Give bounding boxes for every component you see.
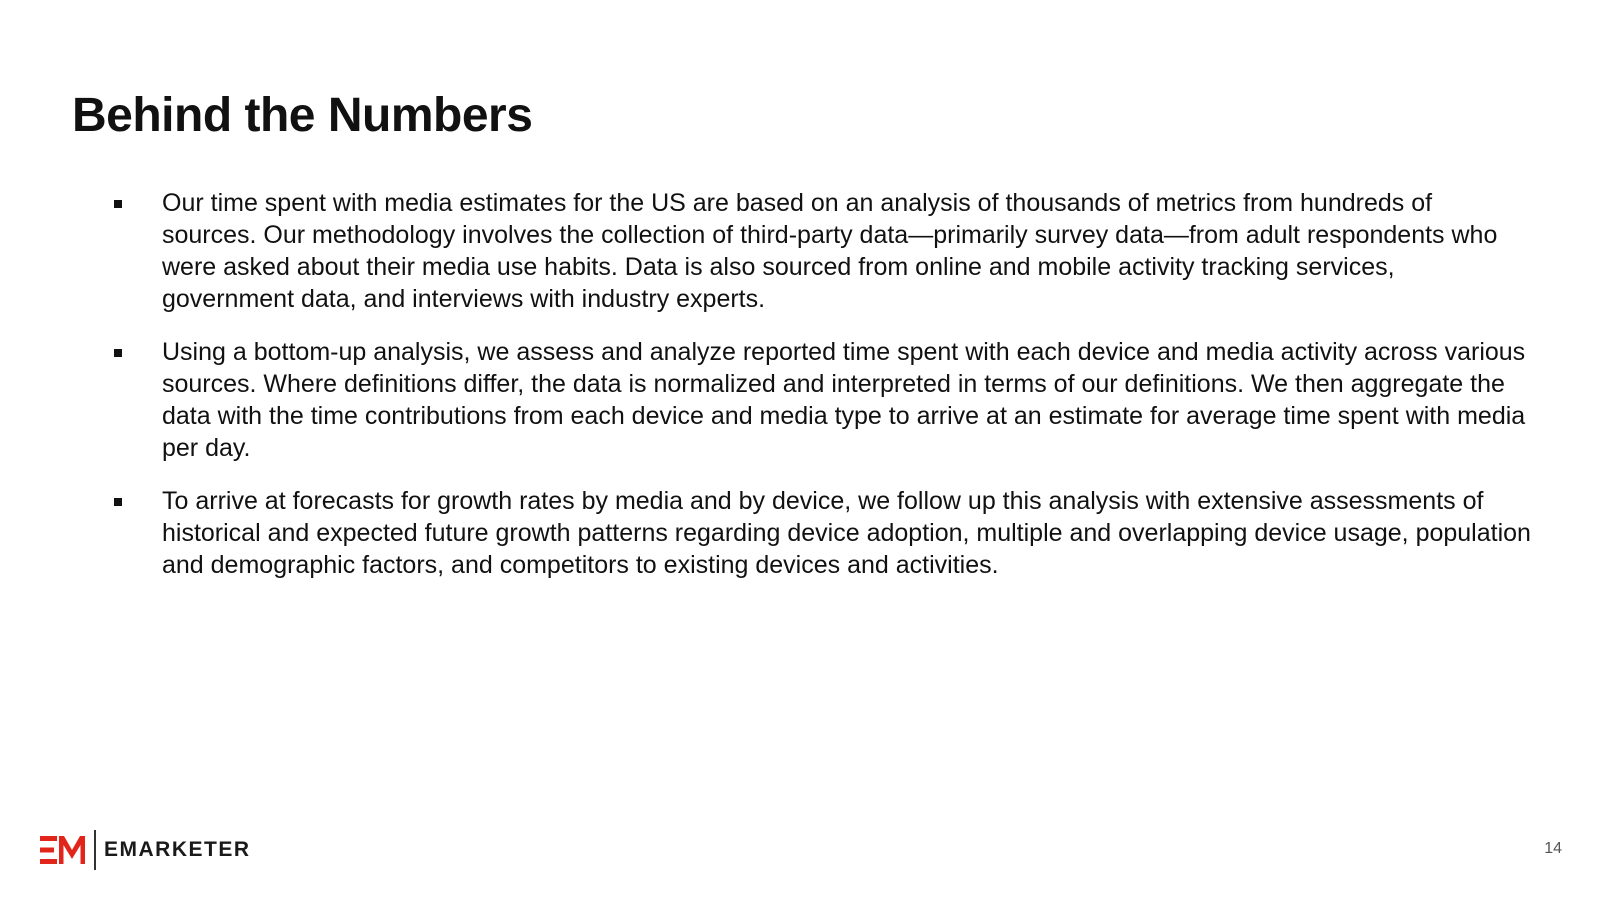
bullet-item [112,485,1532,581]
page-number: 14 [1544,840,1562,857]
square-bullet-icon [114,498,122,506]
bullet-item [112,187,1532,315]
bullet-text: To arrive at forecasts for growth rates by media and by device, we follow up this analysis with extensive assessments of historical and expected future growth patterns regarding device adoption, multiple and overlapping device usage, population and demographic factors, and competitors to existing devices and activities. [162,487,1531,579]
logo-text: EMARKETER [104,838,251,861]
logo-divider [94,830,96,870]
footer-logo [40,828,251,872]
bullet-text: Using a bottom-up analysis, we assess and analyze reported time spent with each device and media activity across various sources. Where definitions differ, the data is normalized and interpreted in terms of our definitions. We then aggregate the data with the time contributions from each device and media type to arrive at an estimate for average time spent with media per day. [162,338,1526,462]
bullet-item [112,336,1532,464]
square-bullet-icon [114,200,122,208]
em-logo-icon [40,836,86,864]
bullet-list [112,187,1532,602]
square-bullet-icon [114,349,122,357]
bullet-text: Our time spent with media estimates for the US are based on an analysis of thousands of metrics from hundreds of sources. Our methodology involves the collection of third-party data—primarily survey data—from adult respondents who were asked about their media use habits. Data is also sourced from online and mobile activity tracking services, government data, and interviews with industry experts. [162,189,1498,313]
page-title: Behind the Numbers [72,89,533,142]
